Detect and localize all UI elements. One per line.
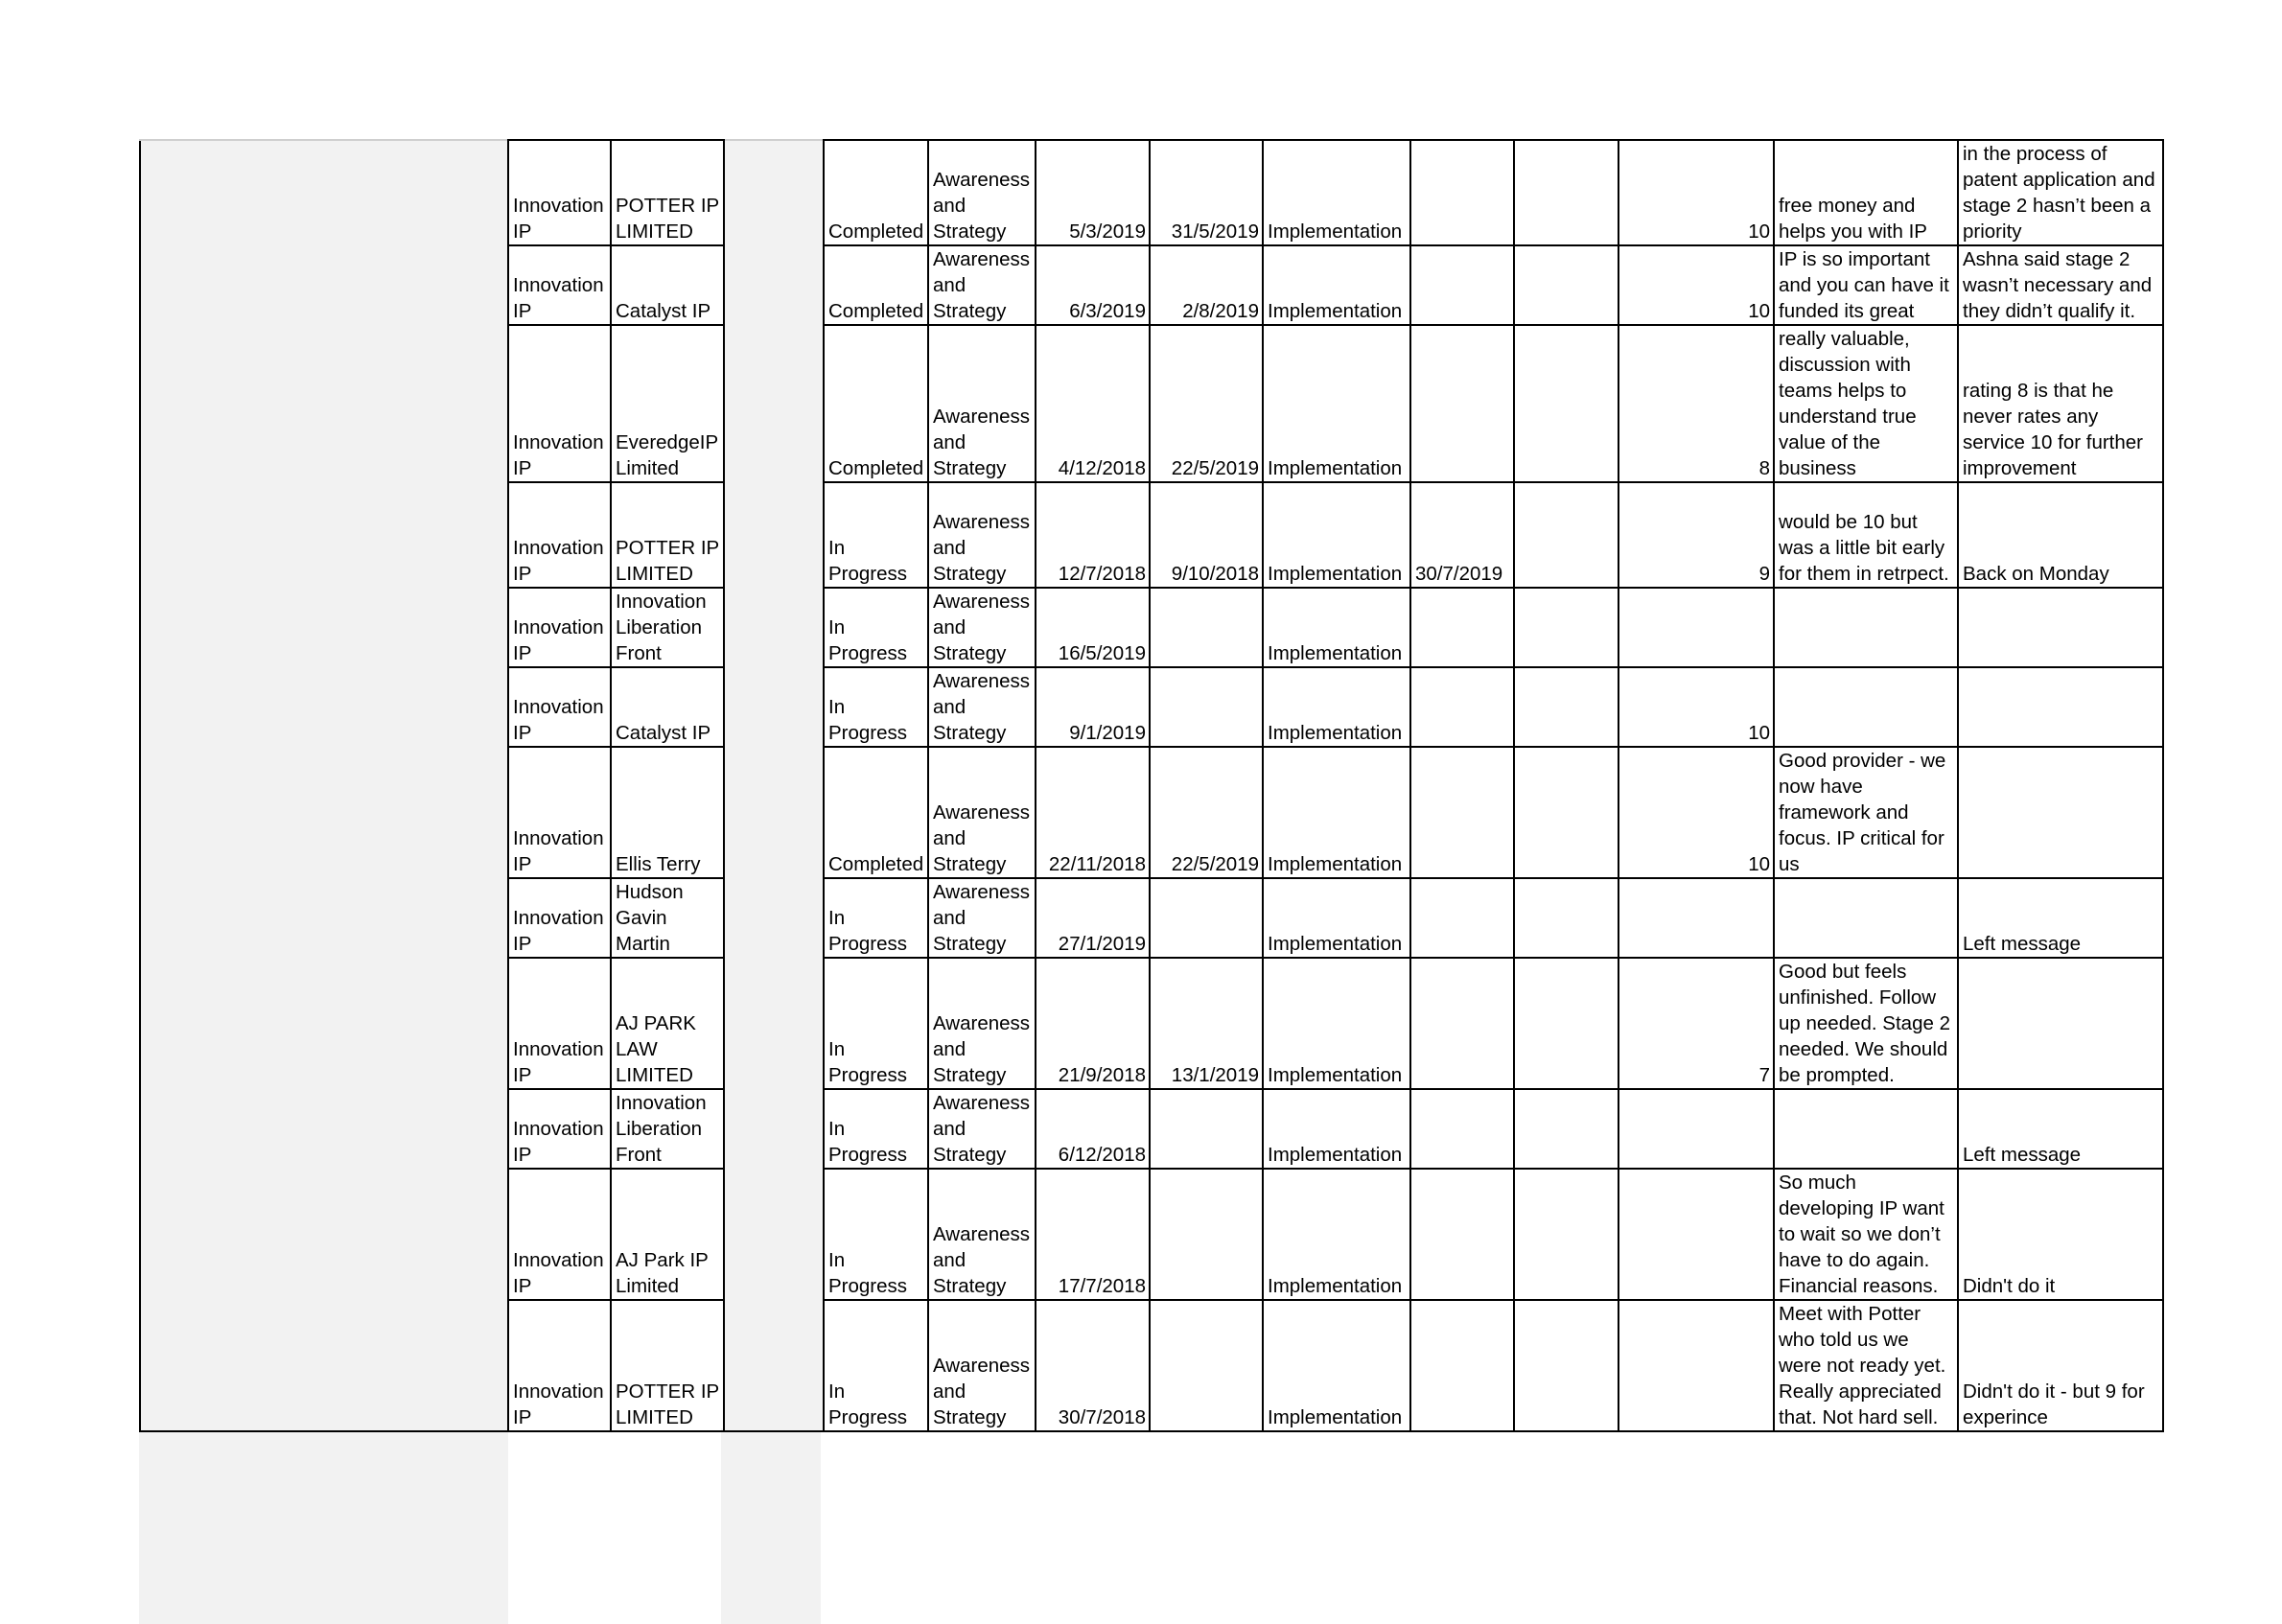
status-cell[interactable]: Completed	[824, 325, 928, 482]
notes-cell[interactable]: in the process of patent application and stage 2 hasn’t been a priority	[1958, 140, 2163, 245]
next-stage-cell[interactable]: Implementation	[1263, 245, 1410, 325]
end-date-cell[interactable]	[1150, 667, 1263, 747]
notes-cell[interactable]	[1958, 958, 2163, 1089]
blank-cell-a[interactable]	[140, 958, 508, 1089]
blank-cell-a[interactable]	[140, 1300, 508, 1431]
firm-cell[interactable]: Catalyst IP	[611, 667, 724, 747]
rating-cell[interactable]: 10	[1618, 667, 1774, 747]
start-date-cell[interactable]: 27/1/2019	[1036, 878, 1150, 958]
blank-cell-b[interactable]	[724, 667, 824, 747]
table-row	[140, 325, 2163, 482]
rating-cell[interactable]: 10	[1618, 747, 1774, 878]
followup-date-cell[interactable]	[1410, 140, 1514, 245]
next-stage-cell[interactable]: Implementation	[1263, 747, 1410, 878]
followup-date-cell[interactable]	[1410, 878, 1514, 958]
empty-cell[interactable]	[1514, 588, 1618, 667]
feedback-cell[interactable]	[1774, 878, 1958, 958]
table-row	[140, 878, 2163, 958]
followup-date-cell[interactable]	[1410, 1089, 1514, 1169]
table-row	[140, 747, 2163, 878]
end-date-cell[interactable]: 13/1/2019	[1150, 958, 1263, 1089]
service-cell[interactable]: Awareness and Strategy	[928, 482, 1036, 588]
service-cell[interactable]: Awareness and Strategy	[928, 878, 1036, 958]
provider-cell[interactable]: Innovation IP	[508, 482, 611, 588]
empty-cell[interactable]	[1514, 245, 1618, 325]
blank-cell-a[interactable]	[140, 1169, 508, 1300]
followup-date-cell[interactable]	[1410, 667, 1514, 747]
start-date-cell[interactable]: 22/11/2018	[1036, 747, 1150, 878]
firm-cell[interactable]: POTTER IP LIMITED	[611, 140, 724, 245]
next-stage-cell[interactable]: Implementation	[1263, 588, 1410, 667]
notes-cell[interactable]: rating 8 is that he never rates any service 10 for further improvement	[1958, 325, 2163, 482]
next-stage-cell[interactable]: Implementation	[1263, 482, 1410, 588]
service-cell[interactable]: Awareness and Strategy	[928, 667, 1036, 747]
service-cell[interactable]: Awareness and Strategy	[928, 958, 1036, 1089]
next-stage-cell[interactable]: Implementation	[1263, 325, 1410, 482]
table-row	[140, 140, 2163, 245]
blank-cell-a[interactable]	[140, 325, 508, 482]
spreadsheet-table	[139, 139, 2164, 1432]
start-date-cell[interactable]: 21/9/2018	[1036, 958, 1150, 1089]
next-stage-cell[interactable]: Implementation	[1263, 667, 1410, 747]
notes-cell[interactable]: Didn't do it	[1958, 1169, 2163, 1300]
feedback-cell[interactable]	[1774, 667, 1958, 747]
blank-cell-b[interactable]	[724, 747, 824, 878]
feedback-cell[interactable]	[1774, 588, 1958, 667]
blank-cell-b[interactable]	[724, 325, 824, 482]
start-date-cell[interactable]: 30/7/2018	[1036, 1300, 1150, 1431]
status-cell[interactable]: In Progress	[824, 1300, 928, 1431]
blank-cell-a[interactable]	[140, 140, 508, 245]
followup-date-cell[interactable]	[1410, 747, 1514, 878]
end-date-cell[interactable]: 22/5/2019	[1150, 325, 1263, 482]
status-cell[interactable]: Completed	[824, 245, 928, 325]
blank-cell-b[interactable]	[724, 1169, 824, 1300]
service-cell[interactable]: Awareness and Strategy	[928, 588, 1036, 667]
table-row	[140, 958, 2163, 1089]
status-cell[interactable]: Completed	[824, 140, 928, 245]
feedback-cell[interactable]: would be 10 but was a little bit early for them in retrpect.	[1774, 482, 1958, 588]
feedback-cell[interactable]: So much developing IP want to wait so we don’t have to do again. Financial reasons.	[1774, 1169, 1958, 1300]
table-row	[140, 1300, 2163, 1431]
end-date-cell[interactable]: 22/5/2019	[1150, 747, 1263, 878]
blank-cell-b[interactable]	[724, 245, 824, 325]
followup-date-cell[interactable]	[1410, 325, 1514, 482]
followup-date-cell[interactable]: 30/7/2019	[1410, 482, 1514, 588]
provider-cell[interactable]: Innovation IP	[508, 245, 611, 325]
provider-cell[interactable]: Innovation IP	[508, 878, 611, 958]
followup-date-cell[interactable]	[1410, 588, 1514, 667]
table-row	[140, 482, 2163, 588]
end-date-cell[interactable]	[1150, 878, 1263, 958]
end-date-cell[interactable]: 2/8/2019	[1150, 245, 1263, 325]
status-cell[interactable]: In Progress	[824, 482, 928, 588]
rating-cell[interactable]	[1618, 1300, 1774, 1431]
table-row	[140, 667, 2163, 747]
empty-cell[interactable]	[1514, 958, 1618, 1089]
empty-cell[interactable]	[1514, 1089, 1618, 1169]
notes-cell[interactable]: Back on Monday	[1958, 482, 2163, 588]
status-cell[interactable]: In Progress	[824, 588, 928, 667]
empty-cell[interactable]	[1514, 667, 1618, 747]
service-cell[interactable]: Awareness and Strategy	[928, 1300, 1036, 1431]
followup-date-cell[interactable]	[1410, 1300, 1514, 1431]
firm-cell[interactable]: POTTER IP LIMITED	[611, 1300, 724, 1431]
start-date-cell[interactable]: 9/1/2019	[1036, 667, 1150, 747]
rating-cell[interactable]: 8	[1618, 325, 1774, 482]
notes-cell[interactable]: Left message	[1958, 878, 2163, 958]
blank-cell-b[interactable]	[724, 140, 824, 245]
provider-cell[interactable]: Innovation IP	[508, 1089, 611, 1169]
feedback-cell[interactable]: IP is so important and you can have it funded its great	[1774, 245, 1958, 325]
blank-cell-a[interactable]	[140, 482, 508, 588]
empty-cell[interactable]	[1514, 140, 1618, 245]
end-date-cell[interactable]	[1150, 1300, 1263, 1431]
provider-cell[interactable]: Innovation IP	[508, 588, 611, 667]
table-row	[140, 1169, 2163, 1300]
service-cell[interactable]: Awareness and Strategy	[928, 1089, 1036, 1169]
blank-cell-b[interactable]	[724, 878, 824, 958]
blank-cell-a[interactable]	[140, 1089, 508, 1169]
blank-cell-b[interactable]	[724, 482, 824, 588]
blank-area-middle	[721, 1428, 821, 1624]
rating-cell[interactable]: 10	[1618, 245, 1774, 325]
provider-cell[interactable]: Innovation IP	[508, 1169, 611, 1300]
notes-cell[interactable]	[1958, 588, 2163, 667]
end-date-cell[interactable]	[1150, 1169, 1263, 1300]
feedback-cell[interactable]: free money and helps you with IP	[1774, 140, 1958, 245]
provider-cell[interactable]: Innovation IP	[508, 958, 611, 1089]
provider-cell[interactable]: Innovation IP	[508, 667, 611, 747]
blank-cell-b[interactable]	[724, 588, 824, 667]
blank-cell-b[interactable]	[724, 1300, 824, 1431]
next-stage-cell[interactable]: Implementation	[1263, 1169, 1410, 1300]
status-cell[interactable]: In Progress	[824, 1169, 928, 1300]
empty-cell[interactable]	[1514, 325, 1618, 482]
start-date-cell[interactable]: 17/7/2018	[1036, 1169, 1150, 1300]
provider-cell[interactable]: Innovation IP	[508, 1300, 611, 1431]
followup-date-cell[interactable]	[1410, 245, 1514, 325]
rating-cell[interactable]: 10	[1618, 140, 1774, 245]
empty-cell[interactable]	[1514, 747, 1618, 878]
service-cell[interactable]: Awareness and Strategy	[928, 325, 1036, 482]
table-row	[140, 1089, 2163, 1169]
notes-cell[interactable]	[1958, 747, 2163, 878]
rating-cell[interactable]	[1618, 1089, 1774, 1169]
rating-cell[interactable]	[1618, 588, 1774, 667]
blank-area-left	[139, 1428, 508, 1624]
service-cell[interactable]: Awareness and Strategy	[928, 747, 1036, 878]
firm-cell[interactable]: Hudson Gavin Martin	[611, 878, 724, 958]
end-date-cell[interactable]	[1150, 1089, 1263, 1169]
notes-cell[interactable]	[1958, 667, 2163, 747]
status-cell[interactable]: In Progress	[824, 667, 928, 747]
next-stage-cell[interactable]: Implementation	[1263, 1089, 1410, 1169]
start-date-cell[interactable]: 6/3/2019	[1036, 245, 1150, 325]
table-row	[140, 245, 2163, 325]
firm-cell[interactable]: POTTER IP LIMITED	[611, 482, 724, 588]
followup-date-cell[interactable]	[1410, 958, 1514, 1089]
provider-cell[interactable]: Innovation IP	[508, 140, 611, 245]
next-stage-cell[interactable]: Implementation	[1263, 878, 1410, 958]
feedback-cell[interactable]: Meet with Potter who told us we were not ready yet. Really appreciated that. Not hard sell.	[1774, 1300, 1958, 1431]
start-date-cell[interactable]: 16/5/2019	[1036, 588, 1150, 667]
empty-cell[interactable]	[1514, 1169, 1618, 1300]
status-cell[interactable]: In Progress	[824, 958, 928, 1089]
service-cell[interactable]: Awareness and Strategy	[928, 140, 1036, 245]
notes-cell[interactable]: Left message	[1958, 1089, 2163, 1169]
blank-cell-b[interactable]	[724, 958, 824, 1089]
status-cell[interactable]: Completed	[824, 747, 928, 878]
empty-cell[interactable]	[1514, 482, 1618, 588]
feedback-cell[interactable]: Good but feels unfinished. Follow up needed. Stage 2 needed. We should be prompted.	[1774, 958, 1958, 1089]
firm-cell[interactable]: Ellis Terry	[611, 747, 724, 878]
start-date-cell[interactable]: 6/12/2018	[1036, 1089, 1150, 1169]
end-date-cell[interactable]	[1150, 588, 1263, 667]
feedback-cell[interactable]	[1774, 1089, 1958, 1169]
rating-cell[interactable]	[1618, 1169, 1774, 1300]
start-date-cell[interactable]: 4/12/2018	[1036, 325, 1150, 482]
blank-cell-a[interactable]	[140, 667, 508, 747]
rating-cell[interactable]: 7	[1618, 958, 1774, 1089]
blank-cell-a[interactable]	[140, 245, 508, 325]
service-cell[interactable]: Awareness and Strategy	[928, 245, 1036, 325]
start-date-cell[interactable]: 5/3/2019	[1036, 140, 1150, 245]
notes-cell[interactable]: Didn't do it - but 9 for experince	[1958, 1300, 2163, 1431]
empty-cell[interactable]	[1514, 1300, 1618, 1431]
notes-cell[interactable]: Ashna said stage 2 wasn’t necessary and they didn’t qualify it.	[1958, 245, 2163, 325]
blank-cell-a[interactable]	[140, 878, 508, 958]
next-stage-cell[interactable]: Implementation	[1263, 140, 1410, 245]
firm-cell[interactable]: EveredgeIP Limited	[611, 325, 724, 482]
status-cell[interactable]: In Progress	[824, 878, 928, 958]
provider-cell[interactable]: Innovation IP	[508, 325, 611, 482]
blank-cell-b[interactable]	[724, 1089, 824, 1169]
next-stage-cell[interactable]: Implementation	[1263, 958, 1410, 1089]
blank-cell-a[interactable]	[140, 588, 508, 667]
end-date-cell[interactable]: 9/10/2018	[1150, 482, 1263, 588]
rating-cell[interactable]: 9	[1618, 482, 1774, 588]
provider-cell[interactable]: Innovation IP	[508, 747, 611, 878]
firm-cell[interactable]: Catalyst IP	[611, 245, 724, 325]
status-cell[interactable]: In Progress	[824, 1089, 928, 1169]
table-row	[140, 588, 2163, 667]
firm-cell[interactable]: AJ Park IP Limited	[611, 1169, 724, 1300]
feedback-cell[interactable]: really valuable, discussion with teams helps to understand true value of the business	[1774, 325, 1958, 482]
feedback-cell[interactable]: Good provider - we now have framework and focus. IP critical for us	[1774, 747, 1958, 878]
firm-cell[interactable]: AJ PARK LAW LIMITED	[611, 958, 724, 1089]
next-stage-cell[interactable]: Implementation	[1263, 1300, 1410, 1431]
firm-cell[interactable]: Innovation Liberation Front	[611, 588, 724, 667]
service-cell[interactable]: Awareness and Strategy	[928, 1169, 1036, 1300]
blank-cell-a[interactable]	[140, 747, 508, 878]
empty-cell[interactable]	[1514, 878, 1618, 958]
followup-date-cell[interactable]	[1410, 1169, 1514, 1300]
firm-cell[interactable]: Innovation Liberation Front	[611, 1089, 724, 1169]
start-date-cell[interactable]: 12/7/2018	[1036, 482, 1150, 588]
end-date-cell[interactable]: 31/5/2019	[1150, 140, 1263, 245]
rating-cell[interactable]	[1618, 878, 1774, 958]
